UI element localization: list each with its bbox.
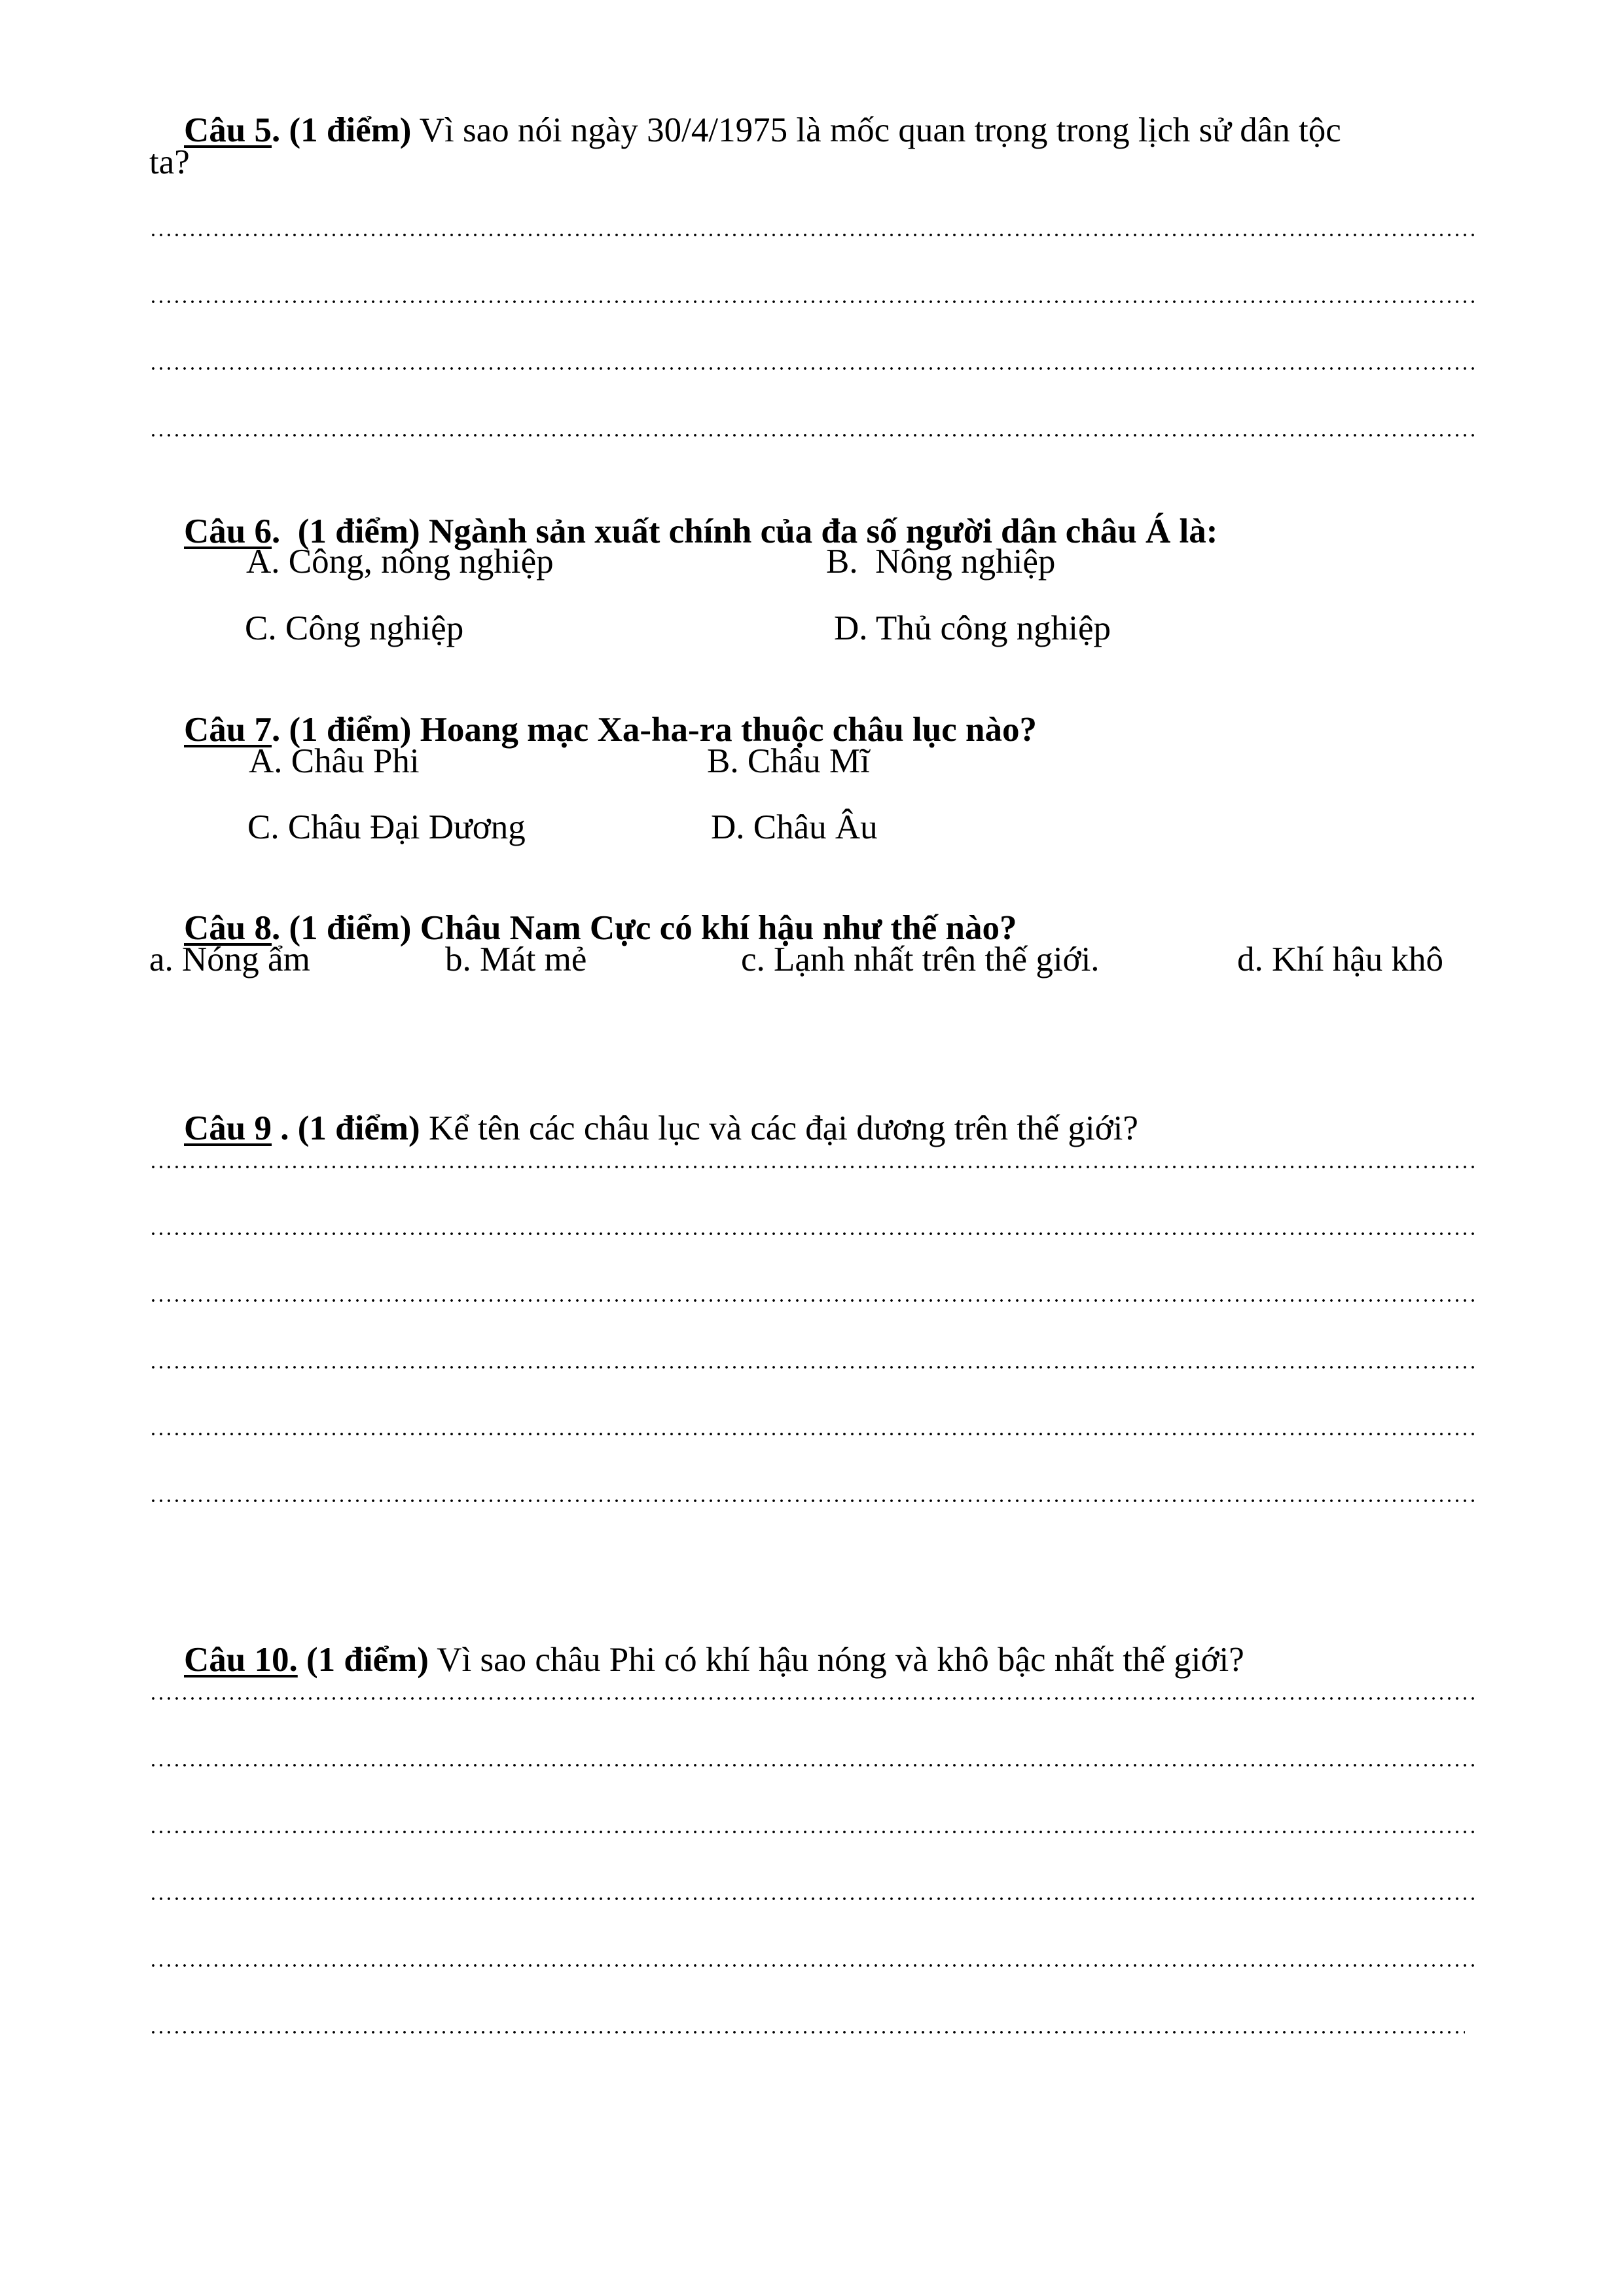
answer-line[interactable]: [149, 1763, 1478, 1767]
question-6-option-c[interactable]: C. Công nghiệp: [245, 609, 464, 647]
question-5-text-continued: ta?: [149, 143, 190, 181]
question-9: Câu 9 . (1 điểm) Kể tên các châu lục và các đại dương trên thế giới?: [184, 1109, 1138, 1147]
answer-line[interactable]: [149, 1299, 1478, 1302]
answer-line[interactable]: [149, 1232, 1478, 1236]
question-7-text: Hoang mạc Xa-ha-ra thuộc châu lục nào?: [420, 711, 1037, 749]
answer-line[interactable]: [149, 1897, 1478, 1901]
question-6-text: Ngành sản xuất chính của đa số người dân châu Á là:: [428, 512, 1218, 550]
question-9-number: Câu 9: [184, 1109, 272, 1147]
question-7-option-c[interactable]: C. Châu Đại Dương: [247, 808, 526, 846]
question-8-points: (1 điểm): [289, 909, 412, 947]
question-6-option-d[interactable]: D. Thủ công nghiệp: [834, 609, 1111, 647]
answer-line[interactable]: [149, 367, 1478, 370]
question-8-number: Câu 8: [184, 909, 272, 947]
question-7-number: Câu 7: [184, 711, 272, 749]
answer-line[interactable]: [149, 1830, 1478, 1834]
question-7-option-a[interactable]: A. Châu Phi: [249, 742, 420, 780]
question-7-option-d[interactable]: D. Châu Âu: [711, 808, 878, 846]
question-7: Câu 7. (1 điểm) Hoang mạc Xa-ha-ra thuộc châu lục nào?: [184, 711, 1037, 749]
question-5-text: Vì sao nói ngày 30/4/1975 là mốc quan trọng trong lịch sử dân tộc: [419, 111, 1341, 149]
question-8-option-b[interactable]: b. Mát mẻ: [445, 941, 587, 978]
answer-line[interactable]: [149, 1964, 1478, 1967]
question-6-option-a[interactable]: A. Công, nông nghiệp: [246, 543, 554, 581]
question-10-points: (1 điểm): [306, 1641, 429, 1679]
question-10-number: Câu 10.: [184, 1641, 298, 1679]
answer-line[interactable]: [149, 1365, 1478, 1369]
question-8-option-a[interactable]: a. Nóng ẩm: [149, 941, 310, 978]
question-8-option-c[interactable]: c. Lạnh nhất trên thế giới.: [741, 941, 1100, 978]
question-6-option-b[interactable]: B. Nông nghiệp: [826, 543, 1056, 581]
question-10-text: Vì sao châu Phi có khí hậu nóng và khô bậc nhất thế giới?: [437, 1641, 1244, 1679]
answer-line[interactable]: [149, 300, 1478, 304]
answer-line[interactable]: [149, 1165, 1478, 1169]
question-6-number: Câu 6: [184, 512, 272, 550]
question-6-points: (1 điểm): [297, 512, 420, 550]
question-8: Câu 8. (1 điểm) Châu Nam Cực có khí hậu như thế nào?: [184, 909, 1017, 947]
question-7-option-b[interactable]: B. Châu Mĩ: [707, 742, 870, 780]
question-5-number: Câu 5: [184, 111, 272, 149]
answer-line[interactable]: [149, 433, 1478, 437]
answer-line[interactable]: [149, 2030, 1465, 2034]
question-9-points: (1 điểm): [297, 1109, 420, 1147]
answer-line[interactable]: [149, 1696, 1478, 1700]
question-5: Câu 5. (1 điểm) Vì sao nói ngày 30/4/1975 là mốc quan trọng trong lịch sử dân tộc: [184, 111, 1341, 149]
question-8-text: Châu Nam Cực có khí hậu như thế nào?: [420, 909, 1017, 947]
answer-line[interactable]: [149, 233, 1478, 237]
question-8-option-d[interactable]: d. Khí hậu khô: [1237, 941, 1444, 978]
question-9-text: Kể tên các châu lục và các đại dương trên thế giới?: [428, 1109, 1138, 1147]
answer-line[interactable]: [149, 1499, 1478, 1503]
answer-line[interactable]: [149, 1432, 1478, 1436]
question-5-points: (1 điểm): [289, 111, 412, 149]
question-7-points: (1 điểm): [289, 711, 412, 749]
question-6: Câu 6. (1 điểm) Ngành sản xuất chính của đa số người dân châu Á là:: [184, 512, 1218, 550]
